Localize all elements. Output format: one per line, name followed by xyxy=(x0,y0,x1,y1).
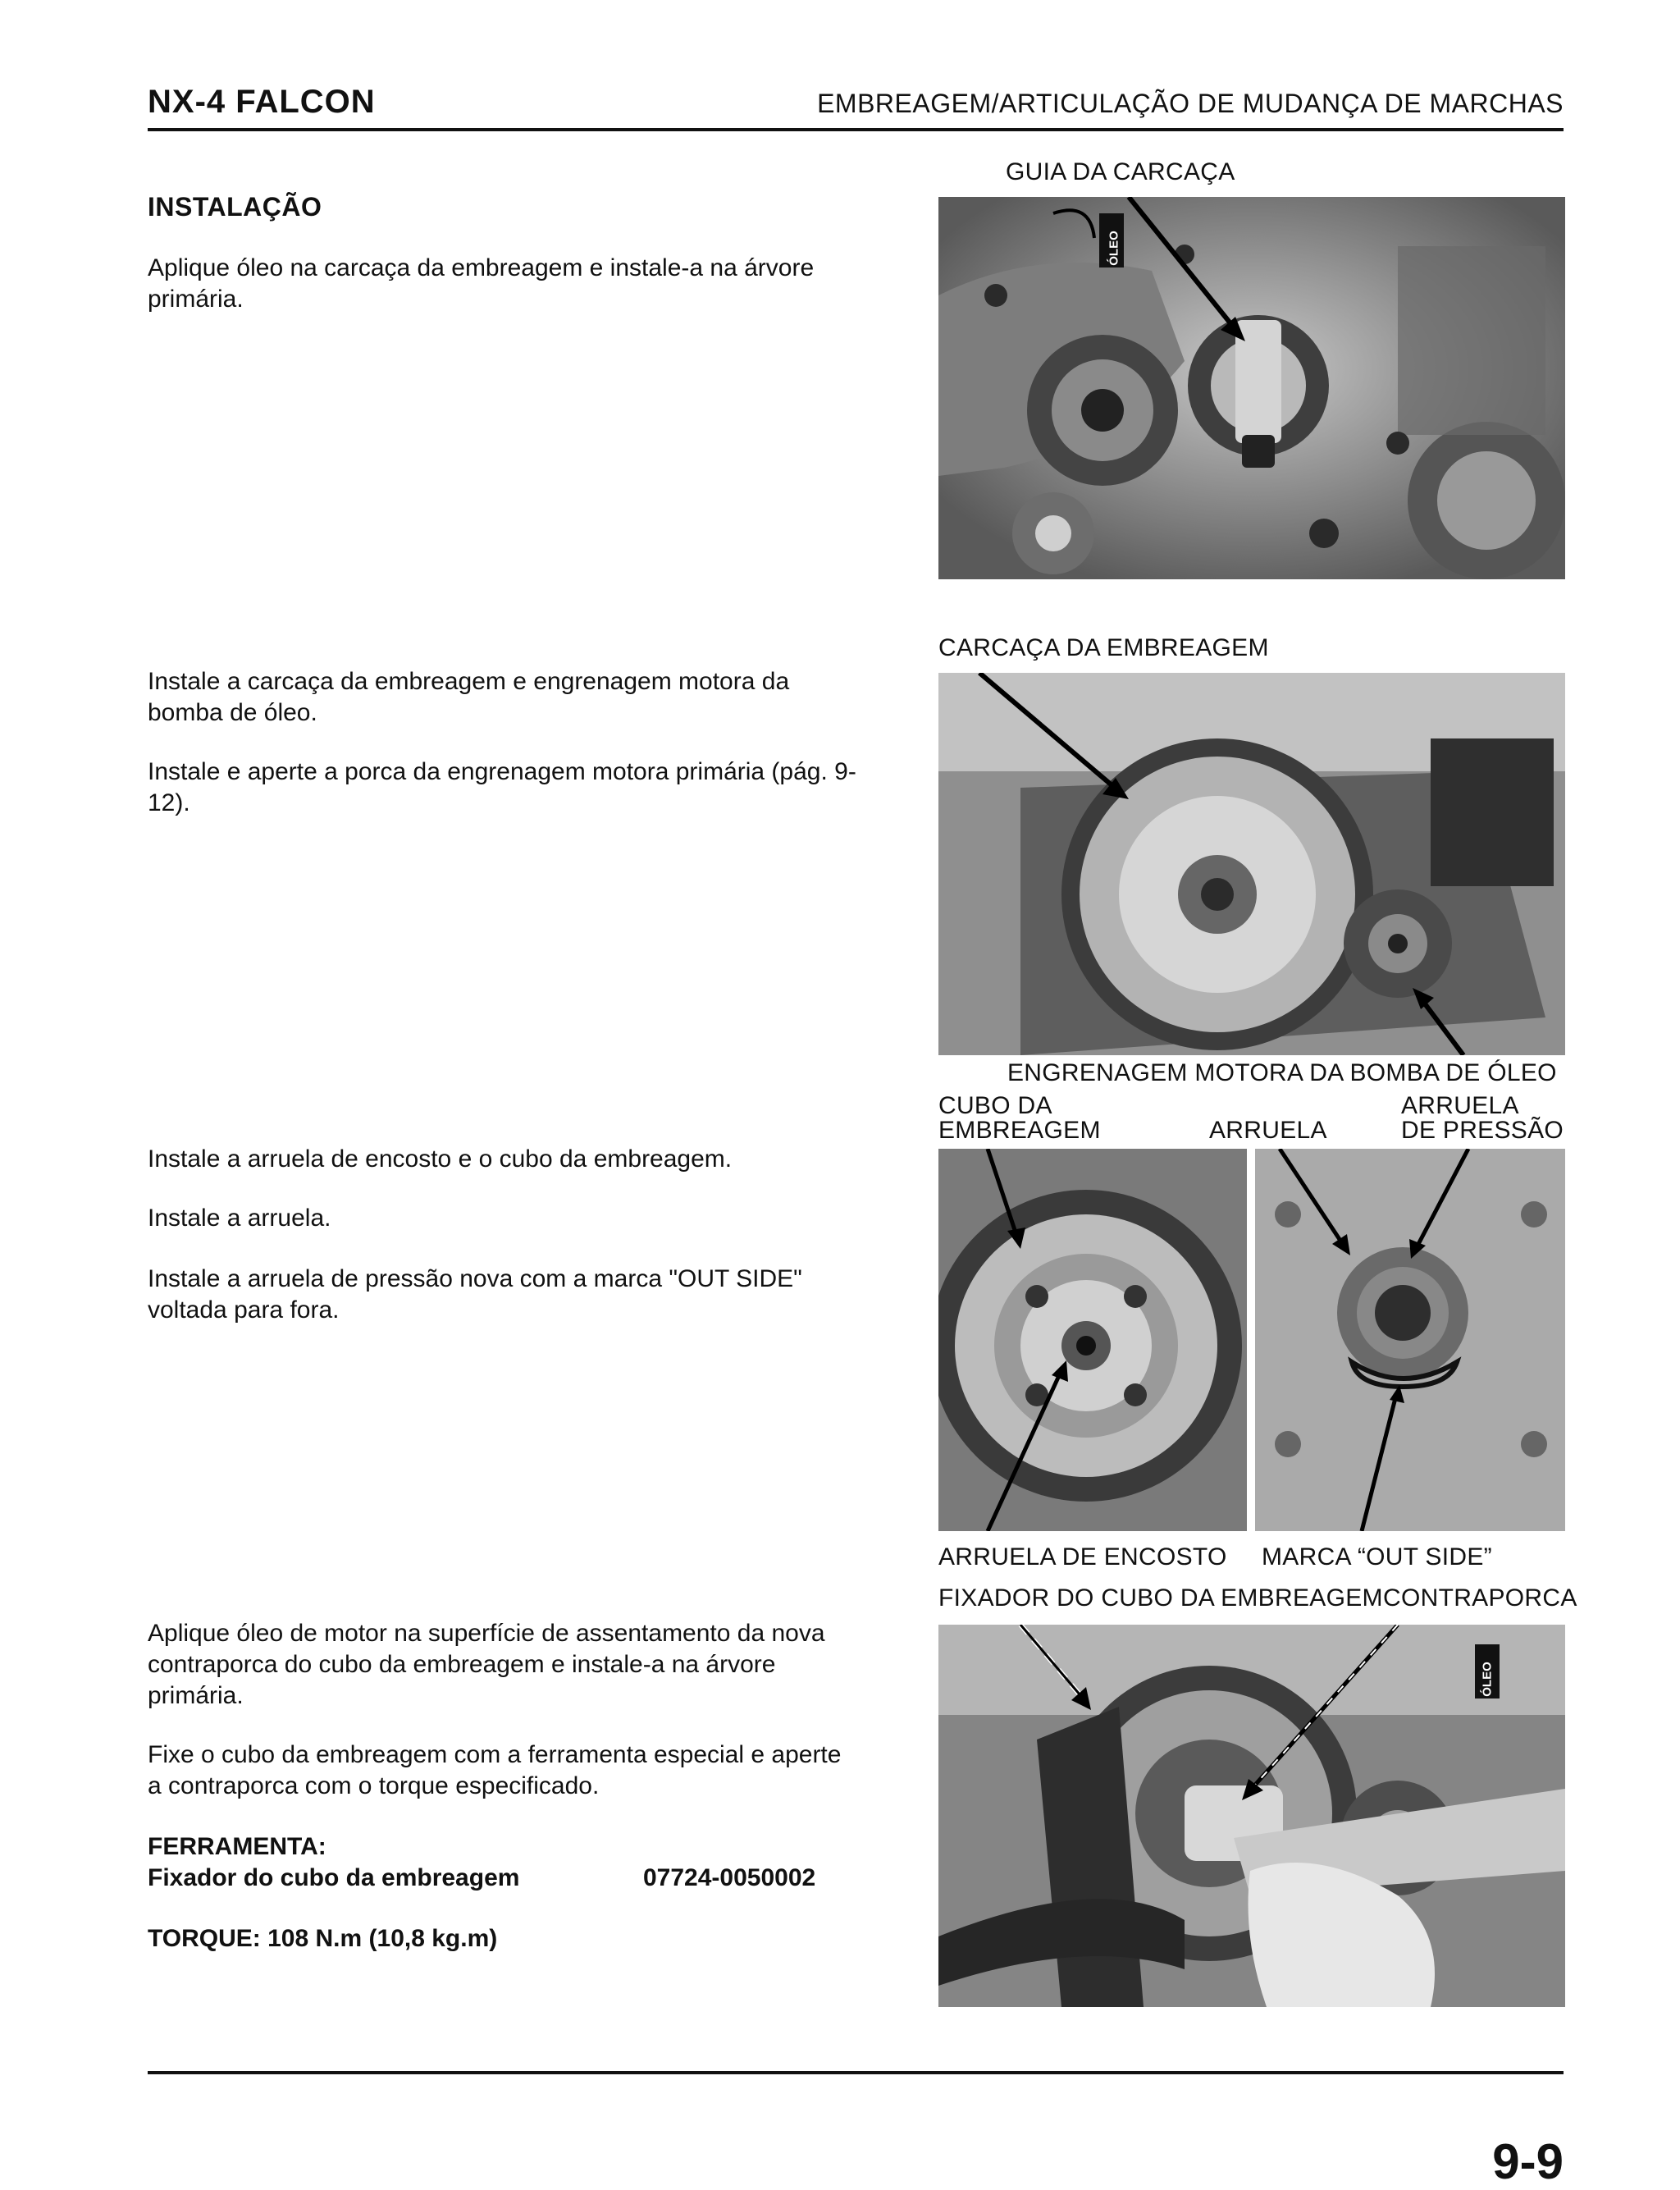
figure-label: MARCA “OUT SIDE” xyxy=(1262,1543,1492,1570)
step-text: Instale a arruela de encosto e o cubo da embreagem. xyxy=(148,1145,733,1173)
photo-hub-holder xyxy=(938,1625,1565,2007)
figure-label: ARRUELA xyxy=(1401,1092,1519,1119)
step-text: Instale a arruela. xyxy=(148,1205,331,1232)
figure-label: EMBREAGEM xyxy=(938,1117,1101,1144)
tool-number: 07724-0050002 xyxy=(643,1864,816,1891)
page-number: 9-9 xyxy=(1492,2134,1564,2189)
figure-label: FIXADOR DO CUBO DA EMBREAGEM xyxy=(938,1584,1383,1612)
figure-label: DE PRESSÃO xyxy=(1401,1117,1564,1144)
step-text: Instale e aperte a porca da engrenagem motora primária (pág. 9-12). xyxy=(148,758,856,816)
footer-rule xyxy=(148,2071,1564,2074)
step-text: Aplique óleo na carcaça da embreagem e instale-a na árvore primária. xyxy=(148,254,815,313)
section-title: EMBREAGEM/ARTICULAÇÃO DE MUDANÇA DE MARCHAS xyxy=(817,89,1564,118)
photo-lock-washer xyxy=(1255,1149,1565,1531)
figure-label: CUBO DA xyxy=(938,1092,1052,1119)
photo-clutch-hub xyxy=(938,1149,1247,1531)
step-text: Aplique óleo de motor na superfície de assentamento da nova contraporca do cubo da embreagem e instale-a na árvore primária. xyxy=(148,1620,825,1709)
figure-label: GUIA DA CARCAÇA xyxy=(1006,158,1235,185)
torque-spec: TORQUE: 108 N.m (10,8 kg.m) xyxy=(148,1925,498,1952)
oil-tag: ÓLEO xyxy=(1480,1662,1495,1697)
model-title: NX-4 FALCON xyxy=(148,84,376,120)
step-text: Instale a carcaça da embreagem e engrenagem motora da bomba de óleo. xyxy=(148,668,790,726)
step-text: Instale a arruela de pressão nova com a marca "OUT SIDE" voltada para fora. xyxy=(148,1265,802,1324)
figure-label: ARRUELA xyxy=(1209,1117,1327,1144)
engine-photo-clutch-outer xyxy=(938,673,1565,1055)
figure-label: ENGRENAGEM MOTORA DA BOMBA DE ÓLEO xyxy=(1007,1059,1557,1086)
figure-label: CARCAÇA DA EMBREAGEM xyxy=(938,634,1269,661)
oil-tag: ÓLEO xyxy=(1107,231,1121,266)
figure-label: CONTRAPORCA xyxy=(1383,1584,1577,1612)
tool-heading: FERRAMENTA: xyxy=(148,1833,326,1860)
section-heading: INSTALAÇÃO xyxy=(148,192,322,222)
step-text: Fixe o cubo da embreagem com a ferramenta especial e aperte a contraporca com o torque especificado. xyxy=(148,1741,842,1799)
figure-label: ARRUELA DE ENCOSTO xyxy=(938,1543,1227,1570)
header-rule xyxy=(148,128,1564,131)
engine-photo-housing-guide xyxy=(938,197,1565,579)
tool-name: Fixador do cubo da embreagem xyxy=(148,1864,520,1891)
